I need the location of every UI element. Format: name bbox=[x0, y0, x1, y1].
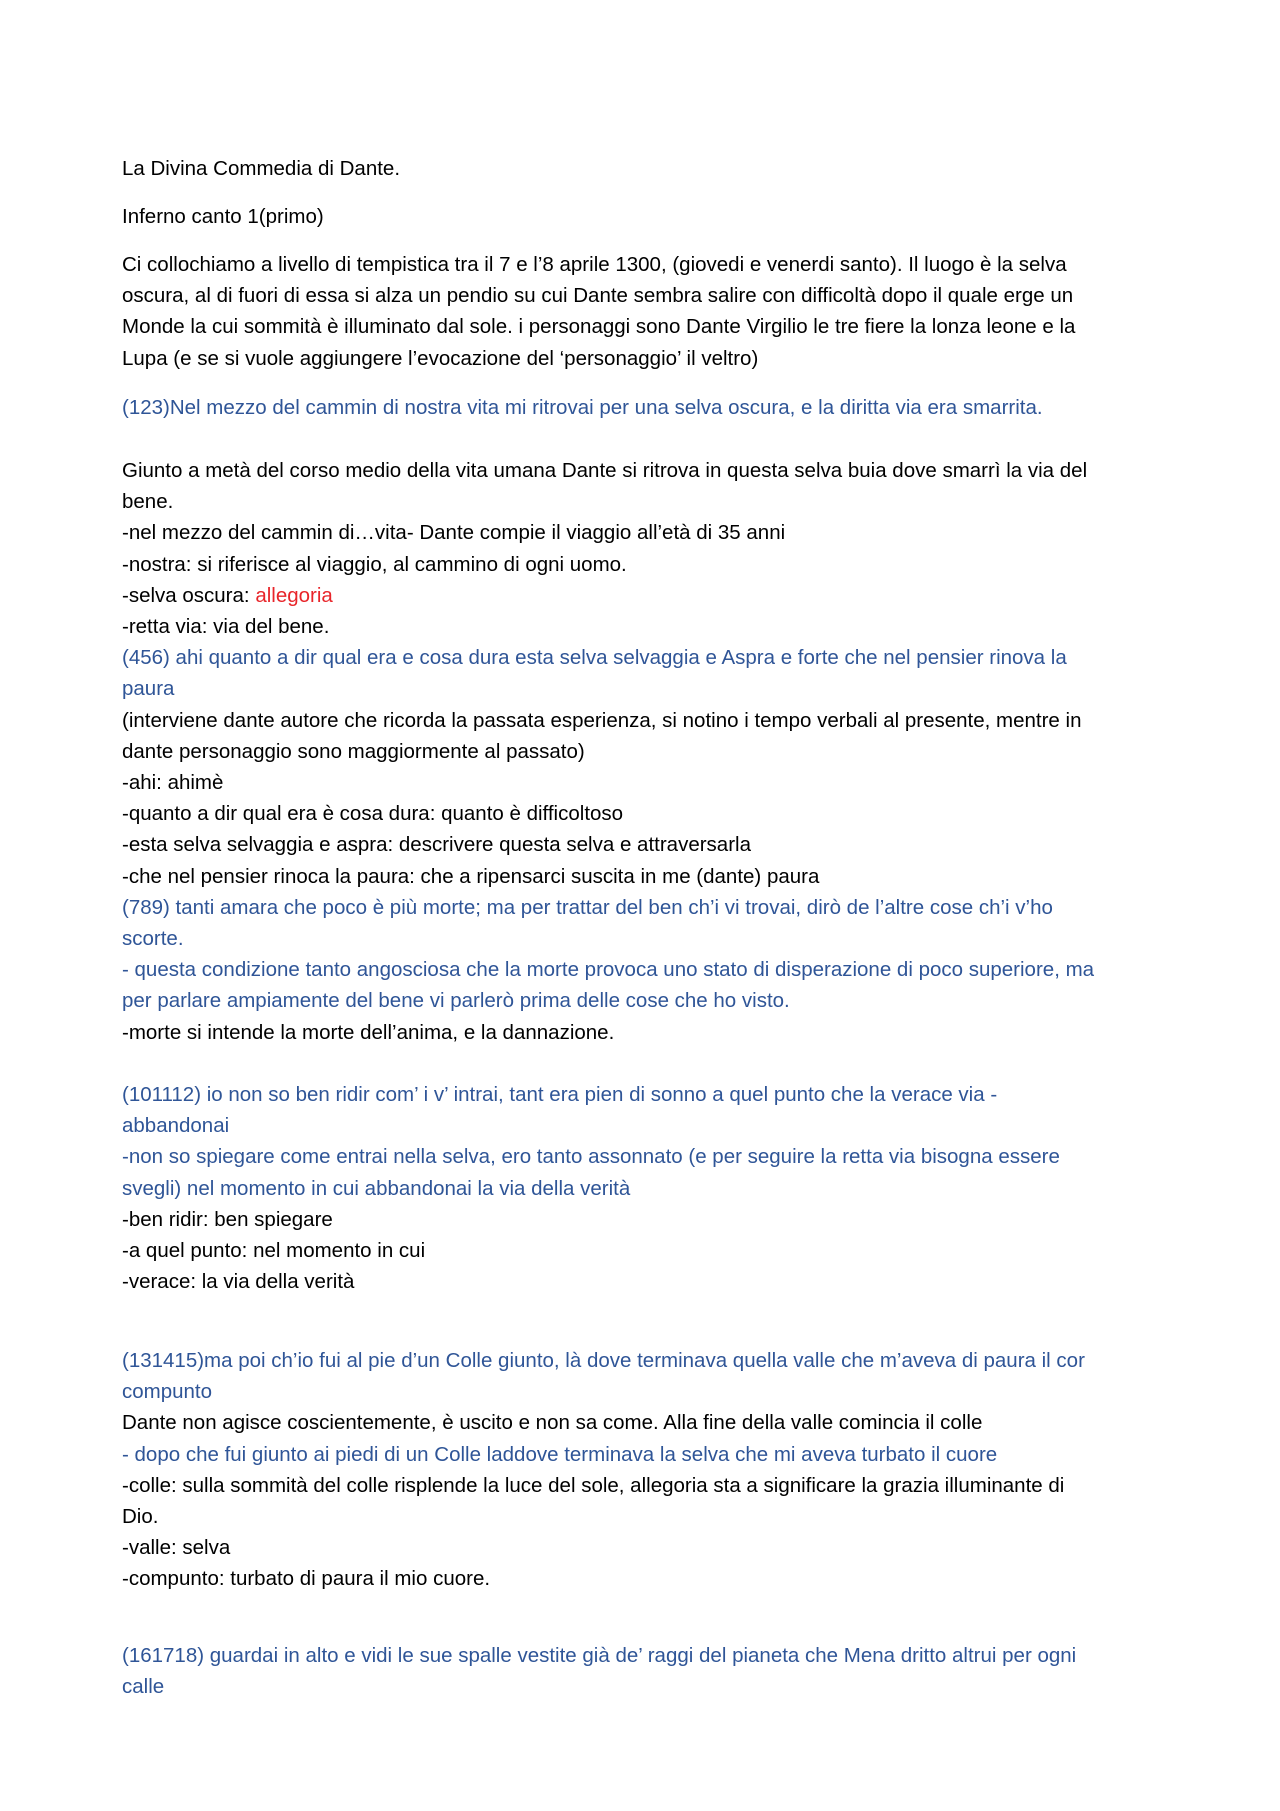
allegoria-highlight: allegoria bbox=[255, 583, 333, 607]
document-title: La Divina Commedia di Dante. bbox=[122, 157, 401, 180]
intro-paragraph: Ci collochiamo a livello di tempistica tra il 7 e l’8 aprile 1300, (giovedi e venerdi santo). Il luogo è la selva oscura, al di fuori di essa si alza un pendio su cui Dante sembra salire con difficoltà dopo il quale erge un Monde la cui sommità è illuminato dal sole. i personaggi sono Dante Virgilio le tre fiere la lonza leone e la Lupa (e se si vuole aggiungere l’evocazione del ‘personaggio’ il veltro) bbox=[122, 253, 1076, 370]
section-verses-1-9: Giunto a metà del corso medio della vita umana Dante si ritrova in questa selva buia dove smarrì la via del bene. -nel mezzo del cammin di…vita- Dante compie il viaggio all’età di 35 anni -nostra: si riferisce al viaggio, al cammino di ogni uomo. -selva oscura: allegoria -retta via: via del bene. (456) ahi quanto a dir qual era e cosa dura esta selva selvaggia e Aspra e forte che nel pensier rinova la paura (interviene dante autore che ricorda la passata esperienza, si notino i tempo verbali al presente, mentre in dante personaggio sono maggiormente al passato) -ahi: ahimè -quanto a dir qual era è cosa dura: quanto è difficoltoso -esta selva selvaggia e aspra: descrivere questa selva e attraversarla -che nel pensier rinoca la paura: che a ripensarci suscita in me (dante) paura (789) tanti amara che poco è più morte; ma per trattar del ben ch’i vi trovai, dirò de l’altre cose ch’i v’ho scorte. - questa condizione tanto angosciosa che la morte provoca uno stato di disperazione di poco superiore, ma per parlare ampiamente del bene vi parlerò prima delle cose che ho visto. -morte si intende la morte dell’anima, e la dannazione. bbox=[122, 455, 1172, 1048]
section-verses-16-18: (161718) guardai in alto e vidi le sue spalle vestite già de’ raggi del pianeta che Mena dritto altrui per ogni calle bbox=[122, 1644, 1077, 1699]
section-verses-13-15: (131415)ma poi ch’io fui al pie d’un Colle giunto, là dove terminava quella valle che m’aveva di paura il cor compunto Dante non agisce coscientemente, è uscito e non sa come. Alla fine della valle comincia il colle - dopo che fui giunto ai piedi di un Colle laddove terminava la selva che mi aveva turbato il cuore -colle: sulla sommità del colle risplende la luce del sole, allegoria sta a significare la grazia illuminante di Dio. -valle: selva -compunto: turbato di paura il mio cuore. bbox=[122, 1349, 1085, 1591]
selva-oscura-note: -selva oscura: allegoria bbox=[122, 583, 333, 607]
verse-1-3: (123)Nel mezzo del cammin di nostra vita mi ritrovai per una selva oscura, e la diritta via era smarrita. bbox=[122, 396, 1043, 419]
document-subtitle: Inferno canto 1(primo) bbox=[122, 205, 324, 228]
section-verses-10-12: (101112) io non so ben ridir com’ i v’ intrai, tant era pien di sonno a quel punto che la verace via - abbandonai -non so spiegare come entrai nella selva, ero tanto assonnato (e per seguire la retta via bisogna essere svegli) nel momento in cui abbandonai la via della verità -ben ridir: ben spiegare -a quel punto: nel momento in cui -verace: la via della verità bbox=[122, 1083, 1060, 1294]
